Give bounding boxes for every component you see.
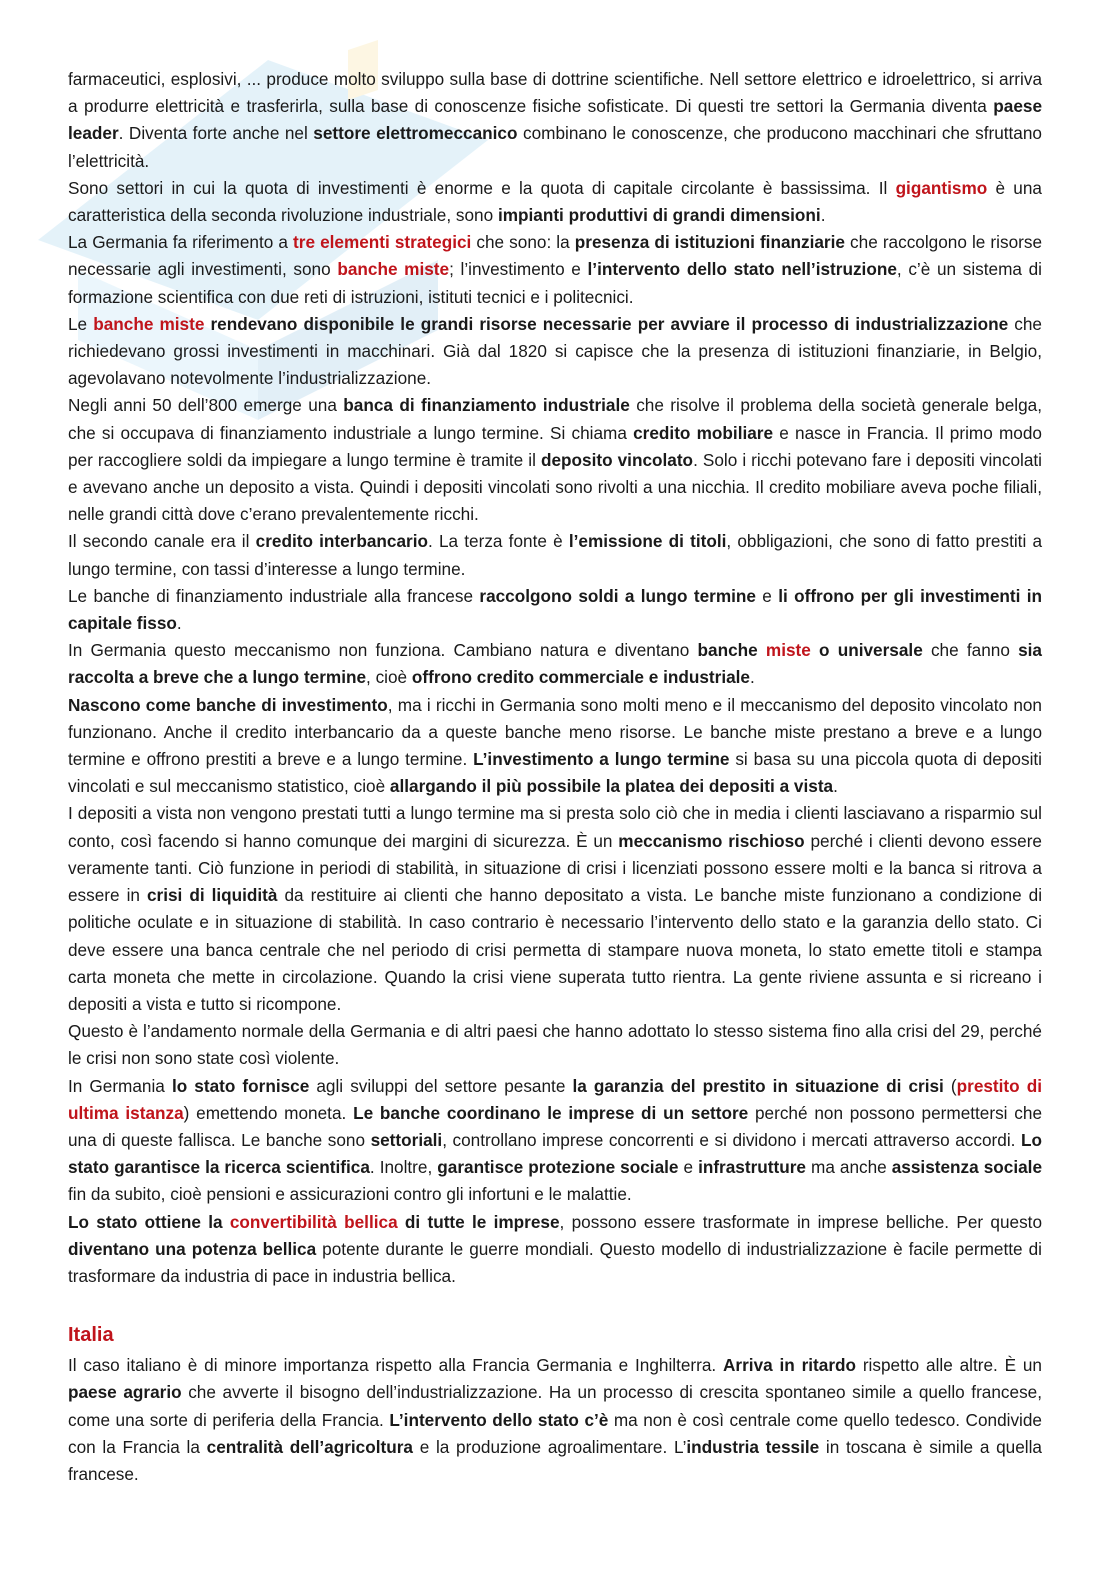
body-text: perché non possono permettersi che una di queste fallisca. Le banche sono: [68, 1102, 1042, 1150]
bold-text: banche: [697, 640, 766, 661]
body-text: che avverte il bisogno dell’industrializzazione. Ha un processo di crescita spontaneo simile a quello francese, come una sorte di periferia della Francia.: [68, 1382, 1043, 1430]
body-text: I depositi a vista non vengono prestati tutti a lungo termine ma si presta solo ciò che in media i clienti lasciavano a risparmio sul conto, così facendo si hanno comunque dei margini di sicurezza. È un: [68, 803, 1042, 851]
bold-text: L’intervento dello stato c’è: [389, 1409, 609, 1430]
bold-text: paese leader: [68, 96, 1042, 144]
highlight-text: convertibilità bellica: [229, 1211, 398, 1232]
bold-text: sia raccolta a breve che a lungo termine: [68, 640, 1042, 688]
body-text: . Inoltre,: [369, 1157, 438, 1178]
highlight-text: miste: [765, 640, 811, 661]
body-text: farmaceutici, esplosivi, ... produce molto sviluppo sulla base di dottrine scientifiche. Nell settore elettrico e idroelettrico, si arriva a produrre elettricità e trasferirla, sulla base di conoscenze fisiche sofisticate. Di questi tre settori la Germania diventa: [68, 69, 1042, 117]
bold-text: centralità dell’agricoltura: [206, 1436, 413, 1457]
paragraph: [68, 229, 1042, 311]
bold-text: li offrono per gli investimenti in capitale fisso: [68, 585, 1042, 634]
body-text: , controllano imprese concorrenti e si dividono i mercati attraverso accordi.: [442, 1129, 1021, 1150]
paragraph: [68, 637, 1042, 691]
bold-text: presenza di istituzioni finanziarie: [574, 232, 845, 253]
body-text: che raccolgono le risorse necessarie agli investimenti, sono: [68, 232, 1042, 280]
body-text: e: [678, 1157, 699, 1178]
bold-text: impianti produttivi di grandi dimensioni: [497, 205, 821, 226]
bold-text: Le banche coordinano le imprese di un settore: [353, 1102, 749, 1123]
body-text: Il secondo canale era il: [68, 531, 256, 552]
highlight-text: tre elementi strategici: [293, 232, 472, 253]
body-text: ; l’investimento e: [449, 259, 588, 280]
body-text: Negli anni 50 dell’800 emerge una: [68, 395, 344, 416]
body-text: .: [750, 667, 755, 688]
body-text: . Solo i ricchi potevano fare i depositi vincolati e avevano anche un deposito a vista. Quindi i depositi vincolati sono rivolti a una nicchia. Il credito mobiliare aveva poche filiali, nelle grandi città dove c’erano prevalentemente ricchi.: [68, 449, 1042, 525]
body-text: (: [943, 1075, 957, 1096]
bold-text: rendevano disponibile le grandi risorse necessarie per avviare il processo di industrializzazione: [210, 313, 1009, 334]
body-text: potente durante le guerre mondiali. Questo modello di industrializzazione è facile permette di trasformare da industria di pace in industria bellica.: [68, 1238, 1042, 1286]
paragraph-list: [68, 66, 1042, 1290]
body-text: Il caso italiano è di minore importanza rispetto alla Francia Germania e Inghilterra.: [68, 1355, 724, 1376]
paragraph: [68, 1018, 1042, 1072]
bold-text: credito interbancario: [255, 531, 429, 552]
bold-text: offrono credito commerciale e industriale: [411, 667, 750, 688]
bold-text: settore elettromeccanico: [313, 123, 518, 144]
bold-text: deposito vincolato: [540, 449, 694, 470]
body-text: che risolve il problema della società generale belga, che si occupava di finanziamento industriale a lungo termine. Si chiama: [68, 395, 1043, 443]
paragraph: [68, 1352, 1042, 1488]
bold-text: industria tessile: [686, 1436, 820, 1457]
body-text: rispetto alle altre. È un: [856, 1355, 1042, 1376]
paragraph: [68, 311, 1042, 393]
section-heading-italia: Italia: [68, 1324, 114, 1347]
body-text: e: [755, 585, 779, 606]
body-text: Le banche di finanziamento industriale alla francese: [68, 585, 480, 606]
body-text: . La terza fonte è: [428, 531, 569, 552]
section-paragraph-list: [68, 1352, 1042, 1488]
body-text: in toscana è simile a quella francese.: [68, 1436, 1042, 1484]
body-text: Sono settori in cui la quota di investimenti è enorme e la quota di capitale circolante è bassissima. Il: [68, 177, 896, 198]
body-text: Le: [68, 313, 94, 334]
bold-text: l’emissione di titoli: [568, 531, 727, 552]
bold-text: Nascono come banche di investimento: [68, 694, 388, 715]
bold-text: crisi di liquidità: [146, 885, 278, 906]
paragraph: [68, 1209, 1042, 1291]
bold-text: paese agrario: [68, 1382, 182, 1403]
highlight-text: prestito di ultima istanza: [68, 1075, 1042, 1123]
document-body: [68, 66, 1042, 1488]
body-text: che richiedevano grossi investimenti in macchinari. Già dal 1820 si capisce che la presenza di istituzioni finanziarie, in Belgio, agevolavano notevolmente l’industrializzazione.: [68, 313, 1042, 389]
body-text: , c’è un sistema di formazione scientifica con due reti di istruzioni, istituti tecnici e i politecnici.: [68, 259, 1043, 307]
bold-text: Lo stato garantisce la ricerca scientifica: [68, 1129, 1042, 1178]
body-text: che sono: la: [471, 232, 575, 253]
body-text: , ma i ricchi in Germania sono molti meno e il meccanismo del deposito vincolato non funzionano. Anche il credito interbancario da a queste banche meno risorse. Le banche miste prestano a breve e a lungo termine e offrono prestiti a breve e a lungo termine.: [68, 694, 1042, 770]
bold-text: di tutte le imprese: [397, 1211, 560, 1232]
body-text: agli sviluppi del settore pesante: [309, 1075, 573, 1096]
body-text: e la produzione agroalimentare. L’: [412, 1436, 687, 1457]
body-text: , cioè: [366, 667, 412, 688]
paragraph: [68, 392, 1042, 528]
body-text: che fanno: [922, 640, 1019, 661]
paragraph: [68, 583, 1042, 637]
body-text: .: [176, 613, 182, 634]
body-text: è una caratteristica della seconda rivoluzione industriale, sono: [68, 177, 1042, 226]
body-text: e nasce in Francia. Il primo modo per raccogliere soldi da impiegare a lungo termine è tramite il: [68, 422, 1042, 470]
bold-text: raccolgono soldi a lungo termine: [479, 585, 756, 606]
body-text: si basa su una piccola quota di depositi vincolati e sul meccanismo statistico, cioè: [68, 749, 1042, 797]
body-text: ma non è così centrale come quello tedesco. Condivide con la Francia la: [68, 1409, 1042, 1457]
body-text: , possono essere trasformate in imprese belliche. Per questo: [559, 1211, 1043, 1232]
paragraph: [68, 528, 1042, 582]
bold-text: meccanismo rischioso: [618, 830, 805, 851]
highlight-text: banche miste: [337, 259, 450, 280]
bold-text: l’intervento dello stato nell’istruzione: [587, 259, 897, 280]
body-text: ma anche: [805, 1157, 892, 1178]
body-text: . Diventa forte anche nel: [118, 123, 314, 144]
bold-text: settoriali: [370, 1129, 443, 1150]
body-text: La Germania fa riferimento a: [68, 232, 294, 253]
body-text: .: [820, 205, 826, 226]
paragraph: [68, 1073, 1042, 1209]
body-text: In Germania: [68, 1075, 172, 1096]
bold-text: garantisce protezione sociale: [437, 1157, 679, 1178]
bold-text: L’investimento a lungo termine: [473, 749, 730, 770]
paragraph: [68, 800, 1042, 1018]
body-text: In Germania questo meccanismo non funziona. Cambiano natura e diventano: [68, 640, 698, 661]
body-text: .: [833, 776, 838, 797]
bold-text: la garanzia del prestito in situazione di crisi: [572, 1075, 944, 1096]
paragraph: [68, 175, 1042, 229]
bold-text: assistenza sociale: [891, 1157, 1042, 1178]
paragraph: [68, 692, 1042, 801]
body-text: , obbligazioni, che sono di fatto prestiti a lungo termine, con tassi d’interesse a lungo termine.: [68, 531, 1043, 579]
bold-text: Lo stato ottiene la: [68, 1211, 230, 1232]
bold-text: Arriva in ritardo: [723, 1355, 857, 1376]
bold-text: allargando il più possibile la platea dei depositi a vista: [389, 776, 834, 797]
bold-text: lo stato fornisce: [171, 1075, 310, 1096]
body-text: da restituire ai clienti che hanno depositato a vista. Le banche miste funzionano a condizione di politiche oculate e in situazione di stabilità. In caso contrario è necessario l’intervento dello stato e la garanzia dello stato. Ci deve essere una banca centrale che nel periodo di crisi permetta di stampare nuova moneta, lo stato emette titoli e stampa carta moneta che mette in circolazione. Quando la crisi viene superata tutto rientra. La gente riviene assunta e si ricreano i depositi a vista e tutto si ricompone.: [68, 885, 1043, 1014]
highlight-text: banche miste: [93, 313, 205, 334]
bold-text: o universale: [810, 640, 923, 661]
bold-text: banca di finanziamento industriale: [343, 395, 630, 416]
body-text: combinano le conoscenze, che producono macchinari che sfruttano l’elettricità.: [68, 123, 1042, 171]
paragraph: [68, 66, 1042, 175]
bold-text: infrastrutture: [698, 1157, 806, 1178]
bold-text: credito mobiliare: [633, 422, 774, 443]
body-text: Questo è l’andamento normale della Germania e di altri paesi che hanno adottato lo stesso sistema fino alla crisi del 29, perché le crisi non sono state così violente.: [68, 1021, 1042, 1069]
bold-text: diventano una potenza bellica: [68, 1238, 317, 1259]
highlight-text: gigantismo: [895, 177, 988, 198]
body-text: ) emettendo moneta.: [183, 1102, 354, 1123]
body-text: perché i clienti devono essere veramente tanti. Ciò funzione in periodi di stabilità, in situazione di crisi i licenziati possono essere molti e la banca si ritrova a essere in: [68, 830, 1042, 906]
body-text: fin da subito, cioè pensioni e assicurazioni contro gli infortuni e le malattie.: [68, 1184, 632, 1205]
